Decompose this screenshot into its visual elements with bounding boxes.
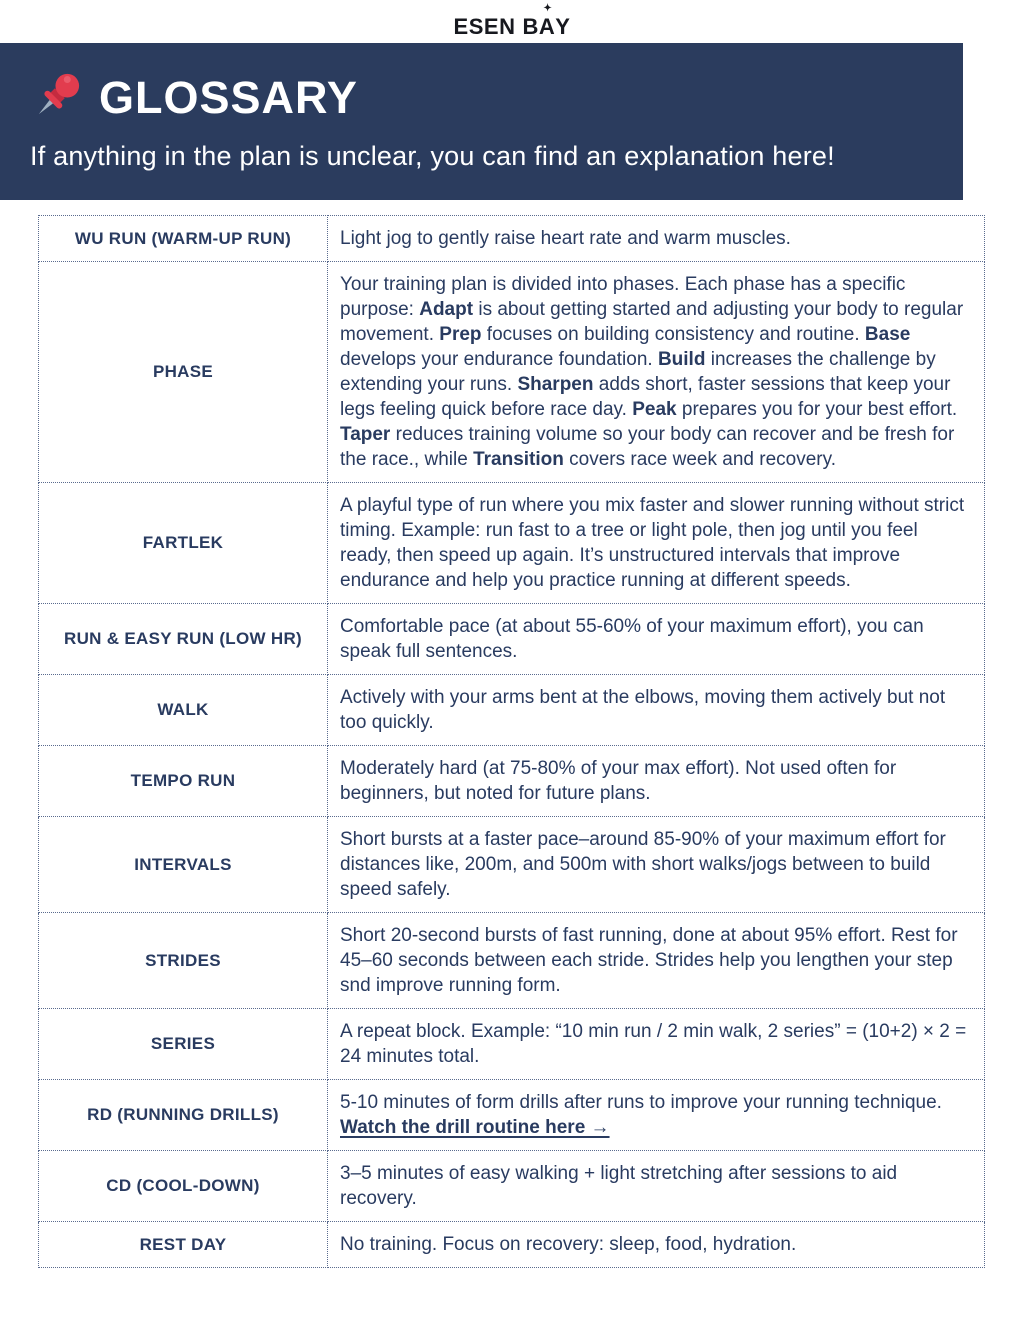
definition-cell	[328, 262, 985, 483]
definition-text: A repeat block. Example: “10 min run / 2 min walk, 2 series” = (10+2) × 2 = 24 minutes total.	[340, 1021, 967, 1067]
pushpin-icon	[30, 64, 86, 126]
table-row	[39, 1222, 985, 1268]
table-row	[39, 1009, 985, 1080]
definition-text: Taper	[340, 424, 391, 445]
term-cell: STRIDES	[39, 913, 328, 1009]
table-row	[39, 817, 985, 913]
definition-text: Build	[657, 349, 706, 370]
definition-cell	[328, 216, 985, 262]
sparkle-icon: ✦	[543, 3, 553, 14]
definition-text: Your training plan is divided into phases. Each phase has a specific purpose:	[340, 274, 906, 320]
definition-cell	[328, 1009, 985, 1080]
definition-text: reduces training volume so your body can recover and be fresh for the race., while	[340, 424, 955, 470]
term-cell: WU RUN (WARM-UP RUN)	[39, 216, 328, 262]
table-row	[39, 604, 985, 675]
definition-text: Transition	[473, 449, 564, 470]
glossary-table	[38, 215, 985, 1268]
table-row	[39, 746, 985, 817]
table-row	[39, 675, 985, 746]
definition-text: Adapt	[419, 299, 474, 320]
term-cell: WALK	[39, 675, 328, 746]
definition-text: Base	[864, 324, 911, 345]
definition-text: 5-10 minutes of form drills after runs to improve your running technique.	[340, 1092, 942, 1113]
table-row	[39, 262, 985, 483]
term-cell: REST DAY	[39, 1222, 328, 1268]
table-row	[39, 913, 985, 1009]
glossary-banner	[0, 43, 963, 200]
brand-logo-text-left: ESEN	[453, 14, 516, 39]
definition-cell	[328, 1222, 985, 1268]
definition-cell	[328, 604, 985, 675]
definition-text: Actively with your arms bent at the elbows, moving them actively but not too quickly.	[340, 687, 946, 733]
definition-cell	[328, 817, 985, 913]
definition-text: Comfortable pace (at about 55-60% of your maximum effort), you can speak full sentences.	[340, 616, 924, 662]
table-row	[39, 216, 985, 262]
drill-routine-link[interactable]: Watch the drill routine here →	[340, 1117, 610, 1138]
definition-cell	[328, 1080, 985, 1151]
definition-cell	[328, 1151, 985, 1222]
definition-text: Short 20-second bursts of fast running, done at about 95% effort. Rest for 45–60 seconds between each stride. Strides help you lengthen your step snd improve running form.	[340, 925, 958, 996]
term-cell: PHASE	[39, 262, 328, 483]
table-row	[39, 1151, 985, 1222]
term-cell: TEMPO RUN	[39, 746, 328, 817]
definition-text: Prep	[439, 324, 482, 345]
definition-text: Light jog to gently raise heart rate and warm muscles.	[340, 228, 791, 249]
term-cell: RD (RUNNING DRILLS)	[39, 1080, 328, 1151]
definition-text: is about getting started and adjusting your body to regular movement.	[340, 299, 964, 345]
term-cell: SERIES	[39, 1009, 328, 1080]
definition-cell	[328, 483, 985, 604]
definition-text: 3–5 minutes of easy walking + light stretching after sessions to aid recovery.	[340, 1163, 898, 1209]
term-cell: RUN & EASY RUN (LOW HR)	[39, 604, 328, 675]
definition-text: increases the challenge by extending your runs.	[340, 349, 936, 395]
definition-text: focuses on building consistency and routine.	[481, 324, 865, 345]
brand-logo-text-right: BA ✦ Y	[522, 3, 571, 39]
definition-text: No training. Focus on recovery: sleep, food, hydration.	[340, 1234, 797, 1255]
definition-text: Moderately hard (at 75-80% of your max effort). Not used often for beginners, but noted for future plans.	[340, 758, 897, 804]
term-cell: INTERVALS	[39, 817, 328, 913]
term-cell: CD (COOL-DOWN)	[39, 1151, 328, 1222]
definition-text: A playful type of run where you mix faster and slower running without strict timing. Example: run fast to a tree or light pole, then jog until you feel ready, then speed up again. It’s unstructured intervals that improve endurance and help you practice running at different speeds.	[340, 495, 965, 591]
definition-cell	[328, 675, 985, 746]
brand-logo	[0, 0, 1024, 43]
definition-text: Sharpen	[517, 374, 594, 395]
glossary-table-body	[39, 216, 985, 1268]
definition-cell	[328, 746, 985, 817]
definition-text: covers race week and recovery.	[563, 449, 836, 470]
banner-subtitle: If anything in the plan is unclear, you can find an explanation here!	[30, 141, 835, 171]
definition-text: develops your endurance foundation.	[340, 349, 658, 370]
term-cell: FARTLEK	[39, 483, 328, 604]
table-row	[39, 1080, 985, 1151]
definition-text: prepares you for your best effort.	[676, 399, 958, 420]
definition-text: Peak	[632, 399, 677, 420]
definition-cell	[328, 913, 985, 1009]
definition-text: Short bursts at a faster pace–around 85-90% of your maximum effort for distances like, 200m, and 500m with short walks/jogs between to build speed safely.	[340, 829, 946, 900]
page-title: GLOSSARY	[99, 71, 358, 123]
table-row	[39, 483, 985, 604]
definition-text: adds short, faster sessions that keep your legs feeling quick before race day.	[340, 374, 951, 420]
banner-title-row	[30, 64, 933, 130]
